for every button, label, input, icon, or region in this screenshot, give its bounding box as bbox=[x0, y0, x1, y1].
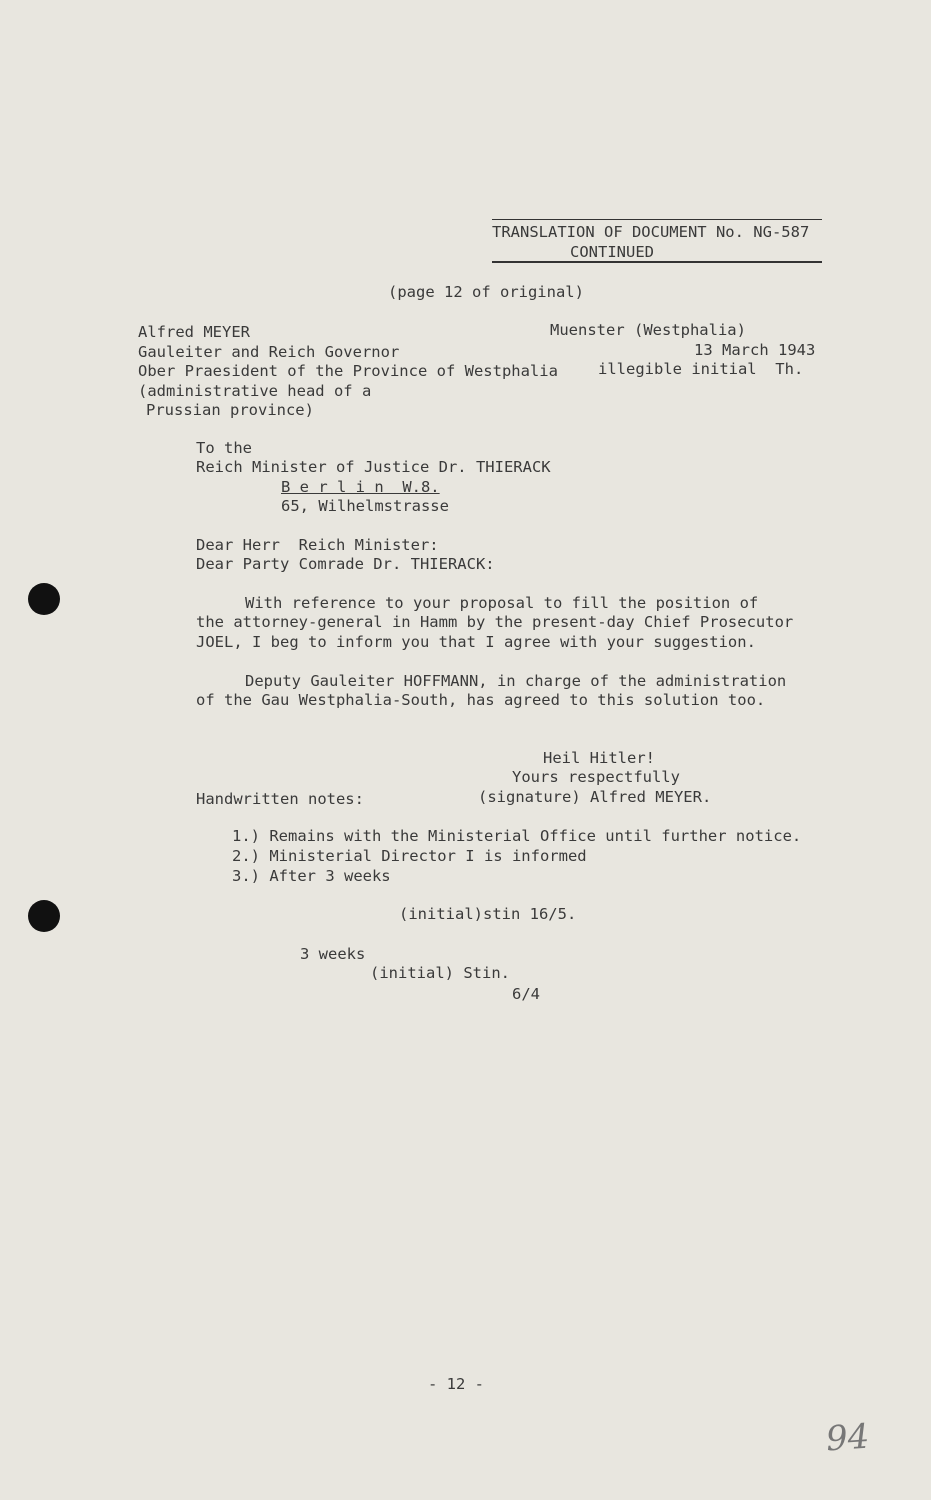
header-top-rule bbox=[492, 219, 822, 220]
salutation-2: Dear Party Comrade Dr. THIERACK: bbox=[196, 555, 495, 573]
initial-stin-2: (initial) Stin. bbox=[370, 964, 510, 982]
note-3: 3.) After 3 weeks bbox=[232, 867, 391, 885]
initial-stin-1: (initial)stin 16/5. bbox=[399, 905, 577, 923]
place: Muenster (Westphalia) bbox=[550, 321, 746, 339]
punch-hole-top bbox=[28, 583, 60, 615]
closing-yours: Yours respectfully bbox=[512, 768, 680, 786]
body-p2-line2: of the Gau Westphalia-South, has agreed to this solution too. bbox=[196, 691, 766, 709]
header-bottom-rule bbox=[492, 261, 822, 263]
signature: (signature) Alfred MEYER. bbox=[478, 788, 712, 806]
page-reference: (page 12 of original) bbox=[388, 283, 584, 301]
body-p2-line1: Deputy Gauleiter HOFFMANN, in charge of the administration bbox=[245, 672, 787, 690]
salutation-1: Dear Herr Reich Minister: bbox=[196, 536, 439, 554]
closing-heil: Heil Hitler! bbox=[543, 749, 655, 767]
date: 13 March 1943 bbox=[694, 341, 816, 359]
sender-office: Ober Praesident of the Province of Westphalia bbox=[138, 362, 558, 380]
sender-name: Alfred MEYER bbox=[138, 323, 250, 341]
weeks-note: 3 weeks bbox=[300, 945, 366, 963]
recipient-name: Reich Minister of Justice Dr. THIERACK bbox=[196, 458, 551, 476]
initial-mark: illegible initial Th. bbox=[598, 360, 804, 378]
body-p1-line3: JOEL, I beg to inform you that I agree with your suggestion. bbox=[196, 633, 756, 651]
handwritten-page-number: 94 bbox=[824, 1416, 871, 1460]
sender-title: Gauleiter and Reich Governor bbox=[138, 343, 400, 361]
sender-note-1: (administrative head of a bbox=[138, 382, 372, 400]
body-p1-line2: the attorney-general in Hamm by the present-day Chief Prosecutor bbox=[196, 613, 794, 631]
handwritten-notes-label: Handwritten notes: bbox=[196, 790, 364, 808]
document-title: TRANSLATION OF DOCUMENT No. NG-587 bbox=[492, 223, 810, 241]
date-note: 6/4 bbox=[512, 985, 540, 1003]
page-number: - 12 - bbox=[428, 1375, 484, 1393]
sender-note-2: Prussian province) bbox=[146, 401, 314, 419]
document-continued: CONTINUED bbox=[570, 243, 654, 261]
note-2: 2.) Ministerial Director I is informed bbox=[232, 847, 587, 865]
recipient-to: To the bbox=[196, 439, 252, 457]
punch-hole-bottom bbox=[28, 900, 60, 932]
note-1: 1.) Remains with the Ministerial Office until further notice. bbox=[232, 827, 802, 845]
recipient-street: 65, Wilhelmstrasse bbox=[281, 497, 449, 515]
recipient-city: B e r l i n W.8. bbox=[281, 478, 440, 496]
body-p1-line1: With reference to your proposal to fill the position of bbox=[245, 594, 759, 612]
